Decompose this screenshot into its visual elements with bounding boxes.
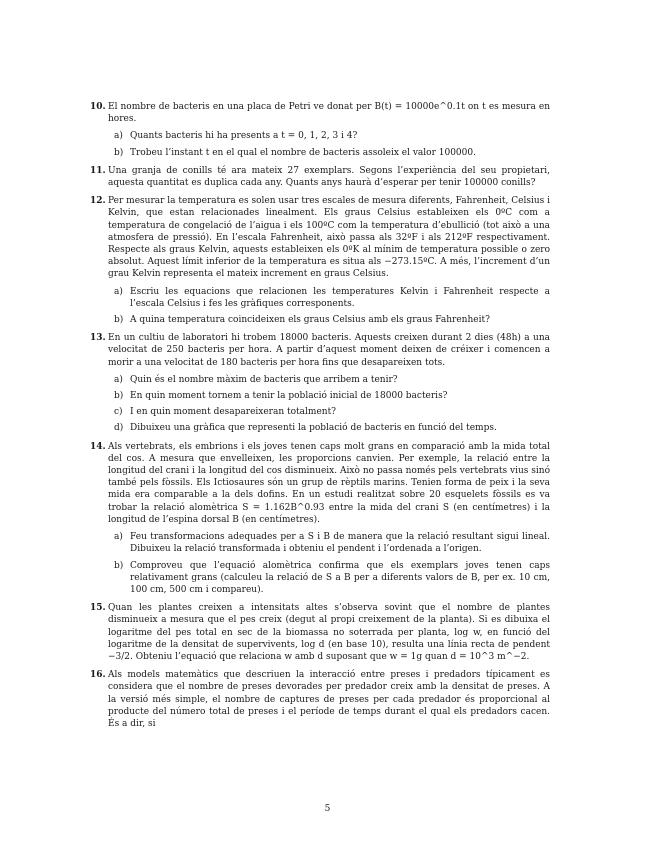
problem-list	[90, 101, 550, 736]
problem-number: 16.	[90, 670, 106, 681]
subquestion	[108, 422, 550, 434]
subquestion-label: b)	[114, 147, 124, 158]
subquestion-label: b)	[114, 315, 124, 326]
problem-text: Per mesurar la temperatura es solen usar tres escales de mesura diferents, Fahrenheit, Celsius i Kelvin, que estan relacionades linealment. Els graus Celsius estableixen els 0ºC com a temperatura de congelació de l’aigua i els 100ºC com la temperatura d’ebullició (tot això a una atmosfera de pressió). En l’escala Fahrenheit, això passa als 32ºF i als 212ºF respectivament. Respecte als graus Kelvin, aquests estableixen els 0ºK al mínim de temperatura possible o zero absolut. Aquest límit inferior de la temperatura es situa als −273.15ºC. A més, l’increment d’un grau Kelvin representa el mateix increment en graus Celsius.	[108, 196, 550, 280]
subquestion-list	[108, 286, 550, 327]
subquestion-text: Escriu les equacions que relacionen les temperatures Kelvin i Fahrenheit respecte a l’escala Celsius i fes les gràfiques corresponents.	[130, 286, 550, 309]
subquestion	[108, 390, 550, 402]
subquestion-text: Quin és el nombre màxim de bacteris que arribem a tenir?	[130, 374, 398, 385]
subquestion-list	[108, 374, 550, 435]
problem-item	[90, 332, 550, 434]
subquestion-label: a)	[114, 374, 123, 385]
problem-text: Una granja de conills té ara mateix 27 exemplars. Segons l’experiència del seu propietari, aquesta quantitat es duplica cada any. Quants anys haurà d’esperar per tenir 100000 conills?	[108, 165, 550, 189]
problem-number: 10.	[90, 102, 106, 112]
problem-text: En un cultiu de laboratori hi trobem 18000 bacteris. Aquests creixen durant 2 dies (48h) a una velocitat de 250 bacteris per hora. A partir d’aquest moment deixen de créixer i comencen a morir a una velocitat de 180 bacteris per hora fins que desapareixen tots.	[108, 333, 550, 368]
subquestion-text: Feu transformacions adequades per a S i B de manera que la relació resultant sigui lineal. Dibuixeu la relació transformada i obteniu el pendent i l’ordenada a l’origen.	[130, 532, 550, 555]
subquestion	[108, 130, 550, 142]
problem-item	[90, 101, 550, 159]
problem-number: 12.	[90, 196, 106, 207]
page-number: 5	[324, 804, 331, 814]
subquestion	[108, 560, 550, 597]
problem-number: 15.	[90, 603, 106, 614]
problem-number: 14.	[90, 441, 106, 452]
subquestion-label: a)	[114, 131, 123, 142]
subquestion-label: d)	[114, 423, 124, 434]
subquestion-label: a)	[114, 532, 123, 543]
subquestion-label: a)	[114, 286, 123, 297]
subquestion-text: A quina temperatura coincideixen els graus Celsius amb els graus Fahrenheit?	[130, 315, 490, 326]
subquestion	[108, 531, 550, 555]
subquestion-text: Comproveu que l’equació alomètrica confirma que els exemplars joves tenen caps relativament grans (calculeu la relació de S a B per a diferents valors de B, per ex. 10 cm, 100 cm, 500 cm i compareu).	[130, 560, 550, 595]
subquestion-text: Trobeu l’instant t en el qual el nombre de bacteris assoleix el valor 100000.	[130, 147, 476, 158]
problem-text: Als models matemàtics que descriuen la interacció entre preses i predadors típicament es considera que el nombre de preses devorades per predador creix amb la densitat de preses. A la versió més simple, el nombre de captures de preses per cada predador és proporcional al producte del número total de preses i el període de temps durant el qual els predadors cacen. És a dir, si	[108, 670, 550, 729]
problem-number: 13.	[90, 333, 106, 344]
subquestion	[108, 374, 550, 386]
problem-number: 11.	[90, 165, 106, 176]
subquestion-list	[108, 531, 550, 596]
subquestion-text: Dibuixeu una gràfica que representi la població de bacteris en funció del temps.	[130, 423, 497, 434]
subquestion	[108, 286, 550, 310]
problem-text: Als vertebrats, els embrions i els joves tenen caps molt grans en comparació amb la mida total del cos. A mesura que envelleixen, les proporcions canvien. Per exemple, la relació entre la longitud del crani i la longitud del cos disminueix. Això no passa només pels vertebrats vius sinó també pels fòssils. Els Ictiosaures són un grup de rèptils marins. Tenien forma de peix i la seva mida era comparable a la dels dofins. En un estudi realitzat sobre 20 esquelets fòssils es va trobar la relació alomètrica S = 1.162B^0.93 entre la mida del crani S (en centímetres) i la longitud de l’espina dorsal B (en centímetres).	[108, 441, 550, 525]
subquestion-label: b)	[114, 391, 124, 402]
problem-item	[90, 165, 550, 189]
subquestion-label: b)	[114, 560, 124, 571]
subquestion	[108, 147, 550, 159]
subquestion-text: En quin moment tornem a tenir la població inicial de 18000 bacteris?	[130, 391, 448, 402]
subquestion-text: Quants bacteris hi ha presents a t = 0, 1, 2, 3 i 4?	[130, 131, 358, 142]
subquestion-text: I en quin moment desapareixeran totalment?	[130, 407, 337, 418]
problem-item	[90, 669, 550, 730]
subquestion-list	[108, 130, 550, 158]
problem-text: El nombre de bacteris en una placa de Petri ve donat per B(t) = 10000e^0.1t on t es mesura en hores.	[108, 102, 550, 125]
subquestion-label: c)	[114, 407, 123, 418]
problem-item	[90, 195, 550, 326]
problem-item	[90, 441, 550, 596]
problem-item	[90, 602, 550, 663]
subquestion	[108, 314, 550, 326]
problem-text: Quan les plantes creixen a intensitats altes s’observa sovint que el nombre de plantes disminueix a mesura que el pes creix (degut al propi creixement de la planta). Si es dibuixa el logaritme del pes total en sec de la biomassa no soterrada per planta, log w, en funció del logaritme de la densitat de supervivents, log d (en base 10), resulta una línia recta de pendent −3/2. Obteniu l’equació que relaciona w amb d suposant que w = 1g quan d = 10^3 m^−2.	[108, 603, 550, 662]
subquestion	[108, 406, 550, 418]
